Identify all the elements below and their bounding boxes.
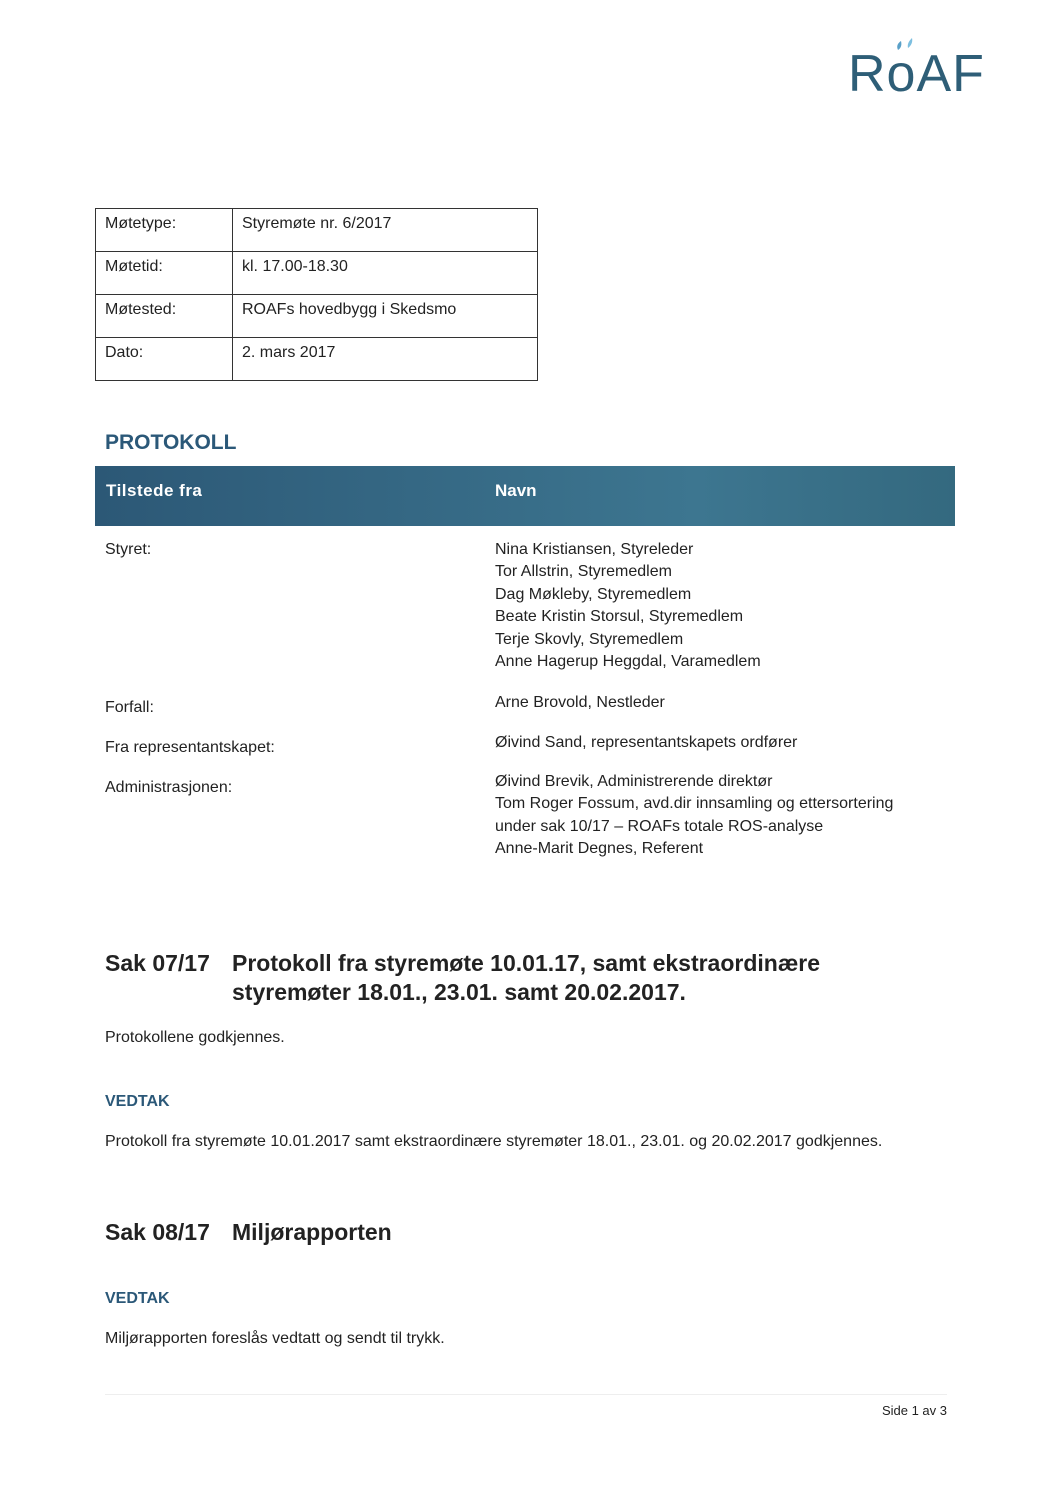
list-item: Terje Skovly, Styremedlem	[495, 630, 684, 648]
list-item: Øivind Sand, representantskapets ordfører	[495, 734, 798, 751]
list-item: Øivind Brevik, Administrerende direktør	[495, 773, 773, 790]
attendance-names-representatives	[495, 732, 797, 754]
list-item: Beate Kristin Storsul, Styremedlem	[495, 608, 744, 626]
attendance-label-absent: Forfall:	[105, 699, 154, 716]
roaf-logo	[848, 36, 988, 103]
list-item: Tom Roger Fossum, avd.dir innsamling og ettersortering	[495, 795, 894, 813]
page-number: Side 1 av 3	[881, 1403, 947, 1418]
attendance-names-absent	[495, 692, 665, 714]
meeting-type-label: Møtetype:	[96, 209, 233, 252]
list-item: Anne-Marit Degnes, Referent	[495, 840, 704, 858]
attendance-header	[95, 466, 955, 526]
list-item: under sak 10/17 – ROAFs totale ROS-analyse	[495, 817, 824, 835]
meeting-date-label: Dato:	[96, 338, 233, 381]
sak-08-number: Sak 08/17	[105, 1219, 210, 1245]
meeting-place-value: ROAFs hovedbygg i Skedsmo	[233, 295, 538, 338]
sak-07-heading	[105, 949, 820, 1007]
sak-07-vedtak-text: Protokoll fra styremøte 10.01.2017 samt ekstraordinære styremøter 18.01., 23.01. og 20.02.2017 godkjennes.	[105, 1133, 883, 1150]
attendance-label-board: Styret:	[105, 541, 152, 558]
table-row	[96, 209, 538, 252]
attendance-label-representatives: Fra representantskapet:	[105, 739, 275, 756]
meeting-time-label: Møtetid:	[96, 252, 233, 295]
attendance-header-name: Navn	[495, 481, 537, 500]
attendance-header-from: Tilstede fra	[106, 481, 203, 500]
logo-text: RoAF	[848, 45, 985, 103]
sak-07-title-line2: styremøter 18.01., 23.01. samt 20.02.2017.	[232, 979, 686, 1005]
meeting-info-table	[95, 208, 538, 381]
table-row	[96, 338, 538, 381]
sak-08-vedtak-text: Miljørapporten foreslås vedtatt og sendt til trykk.	[105, 1330, 445, 1347]
meeting-date-value: 2. mars 2017	[233, 338, 538, 381]
meeting-type-value: Styremøte nr. 6/2017	[233, 209, 538, 252]
meeting-time-value: kl. 17.00-18.30	[233, 252, 538, 295]
sak-07-text: Protokollene godkjennes.	[105, 1029, 285, 1046]
list-item: Anne Hagerup Heggdal, Varamedlem	[495, 653, 761, 671]
sak-07-vedtak-label: VEDTAK	[105, 1093, 170, 1110]
list-item: Arne Brovold, Nestleder	[495, 694, 665, 711]
sak-07-number: Sak 07/17	[105, 950, 210, 976]
sak-07-title-line1: Protokoll fra styremøte 10.01.17, samt ekstraordinære	[232, 950, 821, 976]
attendance-names-board	[495, 539, 761, 673]
list-item: Tor Allstrin, Styremedlem	[495, 563, 672, 581]
sak-08-vedtak-label: VEDTAK	[105, 1290, 170, 1307]
protokoll-title: PROTOKOLL	[105, 431, 237, 454]
list-item: Dag Møkleby, Styremedlem	[495, 585, 692, 603]
sak-08-heading	[105, 1218, 392, 1247]
meeting-place-label: Møtested:	[96, 295, 233, 338]
attendance-names-administration	[495, 771, 893, 861]
list-item: Nina Kristiansen, Styreleder	[495, 541, 694, 558]
footer-divider	[105, 1394, 947, 1395]
table-row	[96, 252, 538, 295]
attendance-label-administration: Administrasjonen:	[105, 779, 233, 796]
sak-08-title: Miljørapporten	[232, 1219, 392, 1245]
table-row	[96, 295, 538, 338]
